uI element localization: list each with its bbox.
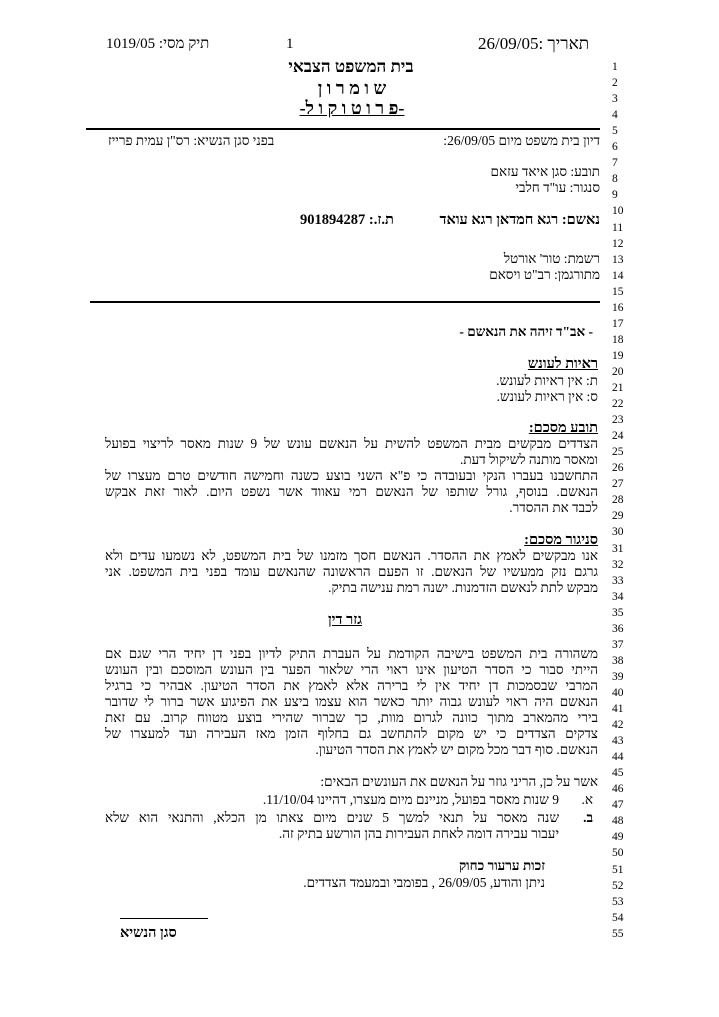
sentence-b-line: שנה מאסר על תנאי למשך 5 שנים מיום צאתו מן הכלא, והתנאי הוא שלא xyxy=(105,810,559,825)
defense-summary-line: אנו מבקשים לאמץ את ההסדר. הנאשם חסך מזמנו של בית המשפט, לא נשמעו עדים ולא xyxy=(105,548,598,563)
sentence-a: 9 שנות מאסר בפועל, מניינם מיום מעצרו, דהיינו 11/10/04. xyxy=(262,792,559,807)
defense-summary-line: מבקש לתת לנאשם הזדמנות. ישנה רמת ענישה בתיק. xyxy=(328,580,598,595)
line-number: 48 xyxy=(612,815,624,828)
translator-name: מתורגמן: רב"ט ויסאם xyxy=(489,267,600,282)
line-number: 21 xyxy=(612,382,624,394)
line-number: 49 xyxy=(612,831,624,844)
evidence-heading: ראיות לעונש xyxy=(527,356,598,372)
court-location: ש ו מ ר ו ן xyxy=(317,78,387,98)
sentence-b-line: יעבור עבירה דומה לאחת העבירות בהן הורשע בתיק זה. xyxy=(278,826,559,841)
prosecutor-summary-line: התחשבנו בעברו הנקי ובעובדה כי פ"א השני בוצע כשנה וחמישה חודשים טרם מעצרו של xyxy=(105,468,598,483)
verdict-heading: גזר דין xyxy=(327,612,363,628)
line-number: 23 xyxy=(612,414,624,427)
prosecutor-summary-line: הנאשם. בנוסף, גורל שותפו של הנאשם רמי עאווד אשר נשפט היום. לאור זאת אבקש xyxy=(105,484,598,499)
case-number: תיק מסי: 1019/05 xyxy=(106,36,210,52)
line-number: 25 xyxy=(612,446,624,459)
line-number: 30 xyxy=(612,526,624,539)
prosecution-evidence: ת: אין ראיות לעונש. xyxy=(496,373,598,388)
line-number: 34 xyxy=(612,590,624,603)
verdict-line: הנאשם היה ראוי לעונש גבוה יותר כאשר הוא עצמו ביצע את הפיגוע אשר ברור לי שדובר xyxy=(105,694,598,709)
line-number: 35 xyxy=(612,606,624,619)
line-number: 10 xyxy=(612,205,624,218)
line-number: 12 xyxy=(612,237,624,250)
defense-summary-line: גרגם נזק ממעשיו של הנאשם. זו הפעם הראשונה שהנאשם עומד בפני בית המשפט. אני xyxy=(105,564,598,579)
line-number: 8 xyxy=(612,173,618,186)
signature-line xyxy=(120,918,208,919)
verdict-line: המרבי שבסמכות דן יחיד אין לי ברירה אלא לאמץ את הסדר הטיעון. אבהיר כי ברגיל xyxy=(105,678,598,693)
header-divider xyxy=(86,128,600,130)
line-number: 26 xyxy=(612,462,624,475)
line-number: 38 xyxy=(612,654,624,667)
parties-divider xyxy=(90,301,600,303)
line-number: 16 xyxy=(612,301,624,314)
line-number: 28 xyxy=(612,494,624,507)
prosecutor-summary-line: לכבד את ההסדר. xyxy=(509,500,598,515)
line-number: 18 xyxy=(612,333,624,346)
given-note: ניתן והודע, 26/09/05 , בפומבי ובמעמד הצדדים. xyxy=(303,875,545,890)
prosecutor-summary-line: הצדדים מבקשים מבית המשפט להשית על הנאשם עונש של 9 שנות מאסר לריצוי בפועל xyxy=(105,436,599,451)
court-name: בית המשפט הצבאי xyxy=(288,57,414,76)
identification-note: - אב"ד זיהה את הנאשם - xyxy=(459,324,593,339)
accused-id: ת.ז.: 901894287 xyxy=(300,212,394,228)
defense-summary-heading: סניגור מסכם: xyxy=(524,532,598,548)
line-number: 15 xyxy=(612,285,624,298)
page-number: 1 xyxy=(286,36,294,52)
verdict-line: משהורה בית המשפט בישיבה הקודמת על העברת התיק לדיון בפני דן יחיד הרי שגם אם xyxy=(105,646,598,661)
line-number: 11 xyxy=(612,221,624,234)
prosecutor-summary-heading: תובע מסכם: xyxy=(528,420,598,436)
line-number: 32 xyxy=(612,558,624,571)
line-number: 24 xyxy=(612,430,624,443)
line-number: 51 xyxy=(612,863,624,876)
line-number: 43 xyxy=(612,735,624,748)
line-number: 2 xyxy=(612,77,618,90)
line-number: 52 xyxy=(612,879,624,892)
line-number: 42 xyxy=(612,719,624,732)
line-number: 47 xyxy=(612,799,624,812)
line-number: 6 xyxy=(612,141,618,154)
session-date: דיון בית משפט מיום 26/09/05: xyxy=(443,133,600,148)
line-number: 5 xyxy=(612,125,618,138)
line-number: 45 xyxy=(612,767,624,780)
line-number: 19 xyxy=(612,349,624,362)
line-number: 7 xyxy=(612,157,618,170)
line-number: 20 xyxy=(612,365,624,378)
line-number: 1 xyxy=(612,61,618,73)
line-number: 44 xyxy=(612,751,624,764)
judge-name: בפני סגן הנשיא: רס"ן עמית פרייז xyxy=(108,133,275,148)
line-number: 29 xyxy=(612,510,624,523)
defense-attorney: סנגור: עו"ד חלבי xyxy=(515,180,600,195)
signature-title: סגן הנשיא xyxy=(120,925,177,941)
line-number: 31 xyxy=(612,542,624,555)
sentence-intro: אשר על כן, הריני גוזר על הנאשם את העונשים הבאים: xyxy=(320,774,598,789)
line-number: 17 xyxy=(612,317,624,330)
verdict-line: צדקים הצדדים כי יש מקום להתחשב גם בחלוף הזמן מאז העבירה ועד למעצרו של xyxy=(105,726,598,741)
line-number: 53 xyxy=(612,895,624,908)
defense-evidence: ס: אין ראיות לעונש. xyxy=(496,389,598,404)
recorder-name: רשמת: טור' אורטל xyxy=(503,251,600,266)
document-type: -פ ר ו ט ו ק ו ל- xyxy=(299,98,405,118)
sentence-a-marker: א. xyxy=(581,792,593,807)
prosecutor-name: תובע: סגן איאד עזאם xyxy=(490,164,600,179)
line-number: 33 xyxy=(612,574,624,587)
verdict-line: הנאשם. סוף דבר מכל מקום יש לאמץ את הסדר הטיעון. xyxy=(315,742,598,757)
line-number: 36 xyxy=(612,622,624,635)
line-number: 22 xyxy=(612,398,624,411)
line-number: 39 xyxy=(612,670,624,683)
line-number: 3 xyxy=(612,93,618,106)
prosecutor-summary-line: ומאסר מותנה לשיקול דעת. xyxy=(460,452,598,467)
line-number: 27 xyxy=(612,478,624,491)
line-number: 55 xyxy=(612,927,624,940)
line-number: 46 xyxy=(612,783,624,796)
date-label: תאריך :26/09/05 xyxy=(478,34,590,53)
line-number: 14 xyxy=(612,269,624,282)
line-number: 37 xyxy=(612,638,624,651)
accused-name: נאשם: רגא חמדאן רגא עואד xyxy=(439,212,600,228)
appeal-right: זכות ערעור כחוק xyxy=(458,858,545,873)
verdict-line: הייתי סבור כי הסדר הטיעון אינו ראוי הרי שלאור הפער בין העונש המוסכם ובין העונש xyxy=(105,662,598,677)
line-number: 4 xyxy=(612,109,618,122)
verdict-line: בירי מהמארב מתוך כוונה לגרום מוות, כך שברור שהירי בוצע מטווח קרוב. עם זאת xyxy=(105,710,598,725)
line-number: 40 xyxy=(612,686,624,699)
line-number: 41 xyxy=(612,703,624,715)
line-number: 54 xyxy=(612,911,624,924)
line-number: 13 xyxy=(612,253,624,266)
sentence-b-marker: ב. xyxy=(583,810,593,825)
line-number: 9 xyxy=(612,189,618,202)
line-number: 50 xyxy=(612,847,624,860)
